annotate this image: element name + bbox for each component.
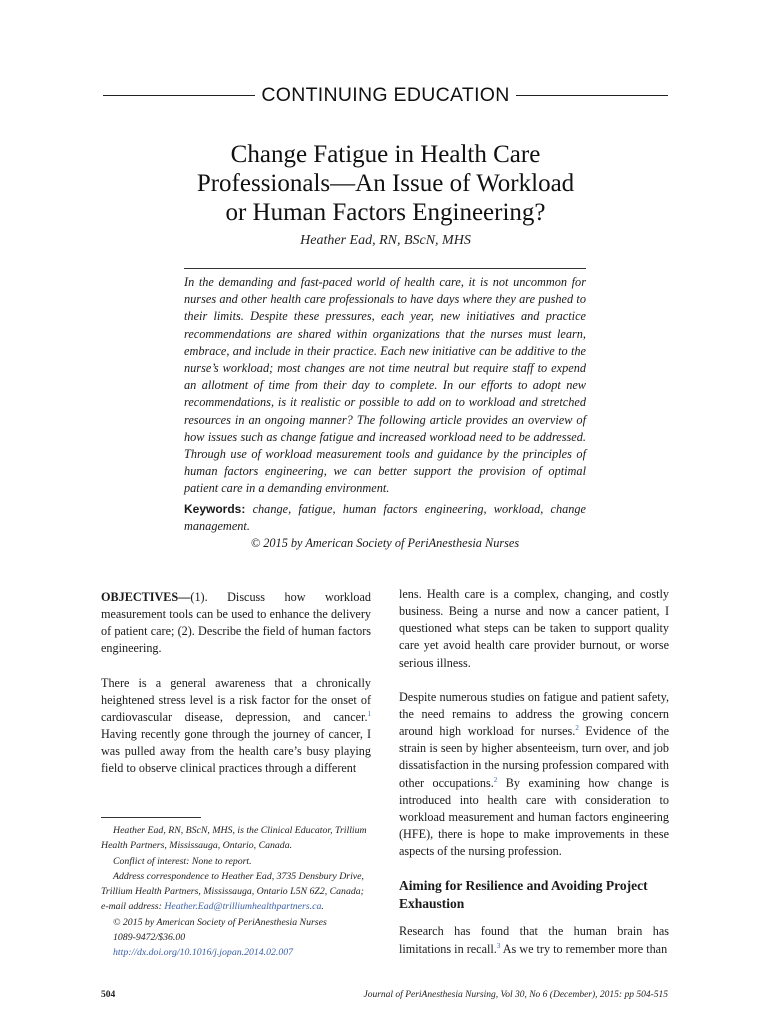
section-header <box>103 80 668 110</box>
header-rule-right <box>516 95 668 96</box>
page-footer <box>101 990 668 1004</box>
objectives-paragraph <box>101 589 371 658</box>
body-paragraph-3 <box>399 923 669 957</box>
author-footnote <box>101 823 373 961</box>
p2-text-b: Evidence of the strain is seen by higher absenteeism, turn over, and job dissatisfaction in the nursing profession compared with other occupations. <box>399 724 669 790</box>
title-line-3: or Human Factors Engineering? <box>225 199 546 226</box>
email-link[interactable]: Heather.Ead@trilliumhealthpartners.ca <box>164 901 322 913</box>
p3-text-b: As we try to remember more than <box>500 941 668 956</box>
body-paragraph-1 <box>101 675 371 778</box>
body-paragraph-2 <box>399 689 669 861</box>
article-title <box>103 140 668 227</box>
footnote-conflict: Conflict of interest: None to report. <box>113 855 252 867</box>
keywords <box>184 501 586 535</box>
article-author: Heather Ead, RN, BScN, MHS <box>300 233 471 248</box>
p3-text-a: Research has found that the human brain has limitations in recall. <box>399 924 669 956</box>
citation-1[interactable]: 1 <box>367 709 371 718</box>
email-suffix: . <box>321 901 324 913</box>
left-column <box>101 589 371 795</box>
abstract-copyright: © 2015 by American Society of PeriAnesthesia Nurses <box>250 536 520 551</box>
p2-text-a: Despite numerous studies on fatigue and patient safety, the need remains to address the growing concern around high workload for nurses. <box>399 689 669 739</box>
section-heading: Aiming for Resilience and Avoiding Project Exhaustion <box>399 878 648 912</box>
page-number: 504 <box>101 990 116 1000</box>
title-line-1: Change Fatigue in Health Care <box>230 141 541 168</box>
email-label: e-mail address: <box>101 901 165 913</box>
journal-citation: Journal of PeriAnesthesia Nursing, Vol 30, No 6 (December), 2015: pp 504-515 <box>363 990 668 1000</box>
citation-2a[interactable]: 2 <box>575 724 579 733</box>
doi-link[interactable]: http://dx.doi.org/10.1016/j.jopan.2014.02.007 <box>113 947 294 959</box>
footnote-price: 1089-9472/$36.00 <box>113 932 186 944</box>
objectives-text: (1). Discuss how workload measurement tools can be used to enhance the delivery of patient care; (2). Describe the field of human factors engineering. <box>101 590 371 656</box>
right-column-content <box>399 589 669 975</box>
keywords-text: change, fatigue, human factors engineering, workload, change management. <box>184 501 586 533</box>
p1-continuation: lens. Health care is a complex, changing, and costly business. Being a nurse and now a cancer patient, I questioned what steps can be taken to support quality care yet avoid health care provider burnout, or worse serious illness. <box>399 587 669 670</box>
footnote-bio: Heather Ead, RN, BScN, MHS, is the Clinical Educator, Trillium Health Partners, Mississauga, Ontario, Canada. <box>101 825 367 852</box>
p2-text-c: By examining how change is introduced into health care with consideration to workload measurement and human factors engineering (HFE), there is hope to make improvements in these aspects of the nursing profession. <box>399 775 670 859</box>
footnote-email-line <box>101 899 373 914</box>
objectives-label: OBJECTIVES— <box>101 590 191 604</box>
header-rule-left <box>103 95 255 96</box>
p1-text-b: Having recently gone through the journey of cancer, I was pulled away from the health care’s busy playing field to observe clinical practices through a different <box>101 727 371 776</box>
abstract <box>184 274 586 552</box>
footnote-copyright: © 2015 by American Society of PeriAnesthesia Nurses <box>113 916 327 928</box>
footnote-rule <box>101 817 201 818</box>
abstract-rule <box>184 268 586 269</box>
citation-3[interactable]: 3 <box>496 941 501 950</box>
abstract-text: In the demanding and fast-paced world of health care, it is not uncommon for nurses and other health care professionals to have days where they are pushed to their limits. Despite these pressures, each year, new initiatives and practice recommendations are shared within organizations that the nurses must learn, embrace, and include in their practice. Each new initiative can be additive to the nurse’s workload; most changes are not time neutral but require staff to expend an allotment of time from their day to complete. In our efforts to adopt new recommendations, is it realistic or possible to add on to workload and stretched resources in an ongoing manner? The following article provides an overview of how issues such as change fatigue and increased workload need to be addressed. Through use of workload measurement tools and guidance by the principles of human factors engineering, we can better support the provision of optimal patient care in a demanding environment. <box>184 275 586 496</box>
title-line-2: Professionals—An Issue of Workload <box>196 170 575 197</box>
p1-text-a: There is a general awareness that a chronically heightened stress level is a risk factor for the onset of cardiovascular disease, depression, and cancer. <box>101 675 371 724</box>
keywords-label: Keywords: <box>184 501 246 516</box>
citation-2b[interactable]: 2 <box>493 775 498 784</box>
section-label: CONTINUING EDUCATION <box>261 83 510 106</box>
footnote-address: Address correspondence to Heather Ead, 3735 Densbury Drive, Trillium Health Partners, Mississauga, Ontario L5N 6Z2, Canada; <box>101 870 364 898</box>
